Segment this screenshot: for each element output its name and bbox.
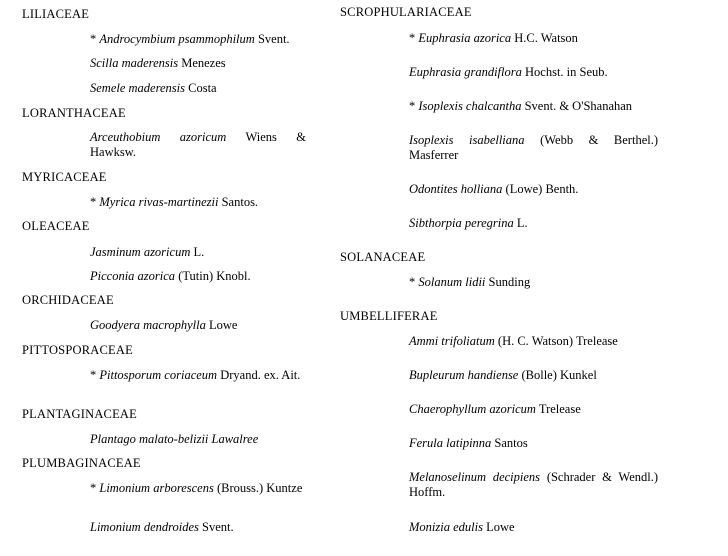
species-entry: Picconia azorica (Tutin) Knobl. [90, 269, 251, 283]
species-entry: Limonium dendroides Svent. [90, 520, 234, 534]
family-heading: LORANTHACEAE [22, 106, 126, 120]
family-heading: SCROPHULARIACEAE [340, 5, 472, 19]
species-entry: * Androcymbium psammophilum Svent. [90, 32, 290, 46]
species-entry: Semele maderensis Costa [90, 81, 217, 95]
species-entry: Jasminum azoricum L. [90, 245, 205, 259]
species-entry: Scilla maderensis Menezes [90, 56, 226, 70]
species-entry: Odontites holliana (Lowe) Benth. [409, 182, 579, 196]
species-entry: Goodyera macrophylla Lowe [90, 318, 238, 332]
species-entry: Bupleurum handiense (Bolle) Kunkel [409, 368, 597, 382]
family-heading: LILIACEAE [22, 7, 90, 21]
species-entry: * Euphrasia azorica H.C. Watson [409, 31, 578, 45]
species-entry: * Solanum lidii Sunding [409, 275, 531, 289]
species-entry: * Limonium arborescens (Brouss.) Kuntze [90, 481, 303, 495]
species-entry: Plantago malato-belizii Lawalree [90, 432, 259, 446]
family-heading: PITTOSPORACEAE [22, 343, 133, 357]
family-heading: MYRICACEAE [22, 170, 107, 184]
family-heading: PLUMBAGINACEAE [22, 456, 141, 470]
species-entry: Chaerophyllum azoricum Trelease [409, 402, 581, 416]
species-entry: * Pittosporum coriaceum Dryand. ex. Ait. [90, 368, 301, 382]
species-entry: Arceuthobium azoricum Wiens & Hawksw. [90, 130, 306, 159]
species-entry: Isoplexis isabelliana (Webb & Berthel.) Masferrer [409, 133, 658, 162]
family-heading: PLANTAGINACEAE [22, 407, 137, 421]
family-heading: SOLANACEAE [340, 250, 426, 264]
species-entry: Euphrasia grandiflora Hochst. in Seub. [409, 65, 608, 79]
family-heading: UMBELLIFERAE [340, 309, 438, 323]
species-entry: Monizia edulis Lowe [409, 520, 515, 534]
family-heading: OLEACEAE [22, 219, 90, 233]
species-entry: * Myrica rivas-martinezii Santos. [90, 195, 259, 209]
species-entry: Melanoselinum decipiens (Schrader & Wendl.) Hoffm. [409, 470, 659, 499]
species-entry: Ferula latipinna Santos [409, 436, 528, 450]
species-entry: * Isoplexis chalcantha Svent. & O'Shanahan [409, 99, 633, 113]
species-entry: Ammi trifoliatum (H. C. Watson) Trelease [409, 334, 618, 348]
species-entry: Sibthorpia peregrina L. [409, 216, 528, 230]
family-heading: ORCHIDACEAE [22, 293, 114, 307]
